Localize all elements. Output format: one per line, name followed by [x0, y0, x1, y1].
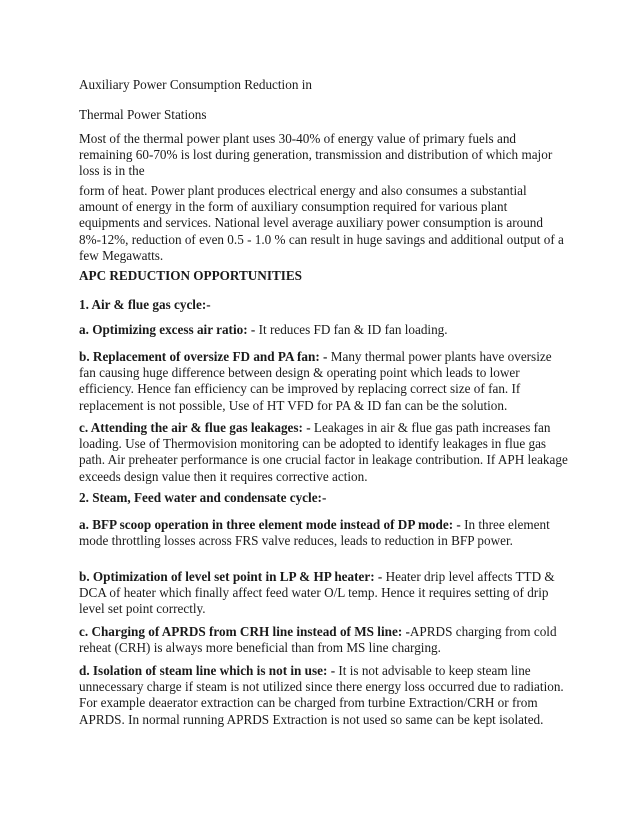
item-text: In three element mode throttling losses across FRS valve reduces, leads to reduction in BFP power.: [79, 517, 550, 549]
subsection-heading-air-flue: 1. Air & flue gas cycle:-: [79, 297, 211, 312]
item-label: d. Isolation of steam line which is not in use: -: [79, 663, 336, 678]
intro-paragraph-1: Most of the thermal power plant uses 30-40% of energy value of primary fuels and remaining 60-70% is lost during generation, transmission and distribution of which major loss is in the: [79, 131, 553, 179]
item-oversize-fan: [79, 349, 569, 414]
item-label: a. BFP scoop operation in three element mode instead of DP mode: -: [79, 517, 461, 532]
item-label: a. Optimizing excess air ratio: -: [79, 322, 256, 337]
item-steam-line-isolation: [79, 663, 569, 728]
item-text: Leakages in air & flue gas path increases fan loading. Use of Thermovision monitoring can be adopted to identify leakages in flue gas path. Air preheater performance is one crucial factor in leakage contribution. If APH leakage exceeds design value then it requires corrective action.: [79, 420, 568, 484]
subsection-heading-steam-feed: 2. Steam, Feed water and condensate cycle:-: [79, 490, 327, 505]
item-text: Heater drip level affects TTD & DCA of heater which finally affect feed water O/L temp. Hence it requires setting of drip level set point correctly.: [79, 569, 555, 617]
item-text: It is not advisable to keep steam line unnecessary charge if steam is not utilized since there energy loss occurred due to radiation. For example deaerator extraction can be charged from turbine Extraction/CRH or from APRDS. In normal running APRDS Extraction is not used so same can be kept isolated.: [79, 663, 564, 727]
item-label: c. Charging of APRDS from CRH line instead of MS line: -: [79, 624, 410, 639]
item-label: c. Attending the air & flue gas leakages: -: [79, 420, 311, 435]
doc-title-line-1: Auxiliary Power Consumption Reduction in: [79, 77, 312, 92]
item-text: Many thermal power plants have oversize fan causing huge difference between design & operating point which leads to lower efficiency. Hence fan efficiency can be improved by replacing correct size of fan. If replacement is not possible, Use of HT VFD for PA & ID fan can be the solution.: [79, 349, 552, 413]
section-heading: APC REDUCTION OPPORTUNITIES: [79, 268, 303, 283]
doc-title-line-2: Thermal Power Stations: [79, 107, 207, 122]
item-text: APRDS charging from cold reheat (CRH) is always more beneficial than from MS line charging.: [79, 624, 557, 656]
item-excess-air-ratio: [79, 322, 569, 338]
item-label: b. Optimization of level set point in LP & HP heater: -: [79, 569, 383, 584]
item-bfp-scoop: [79, 517, 569, 549]
item-level-set-point: [79, 569, 569, 618]
item-leakages: [79, 420, 569, 485]
item-text: It reduces FD fan & ID fan loading.: [255, 322, 448, 337]
item-aprds-charging: [79, 624, 569, 656]
item-label: b. Replacement of oversize FD and PA fan: -: [79, 349, 328, 364]
intro-paragraph-2: form of heat. Power plant produces electrical energy and also consumes a substantial amount of energy in the form of auxiliary consumption required for various plant equipments and services. National level average auxiliary power consumption is around 8%-12%, reduction of even 0.5 - 1.0 % can result in huge savings and additional output of a few Megawatts.: [79, 183, 564, 263]
